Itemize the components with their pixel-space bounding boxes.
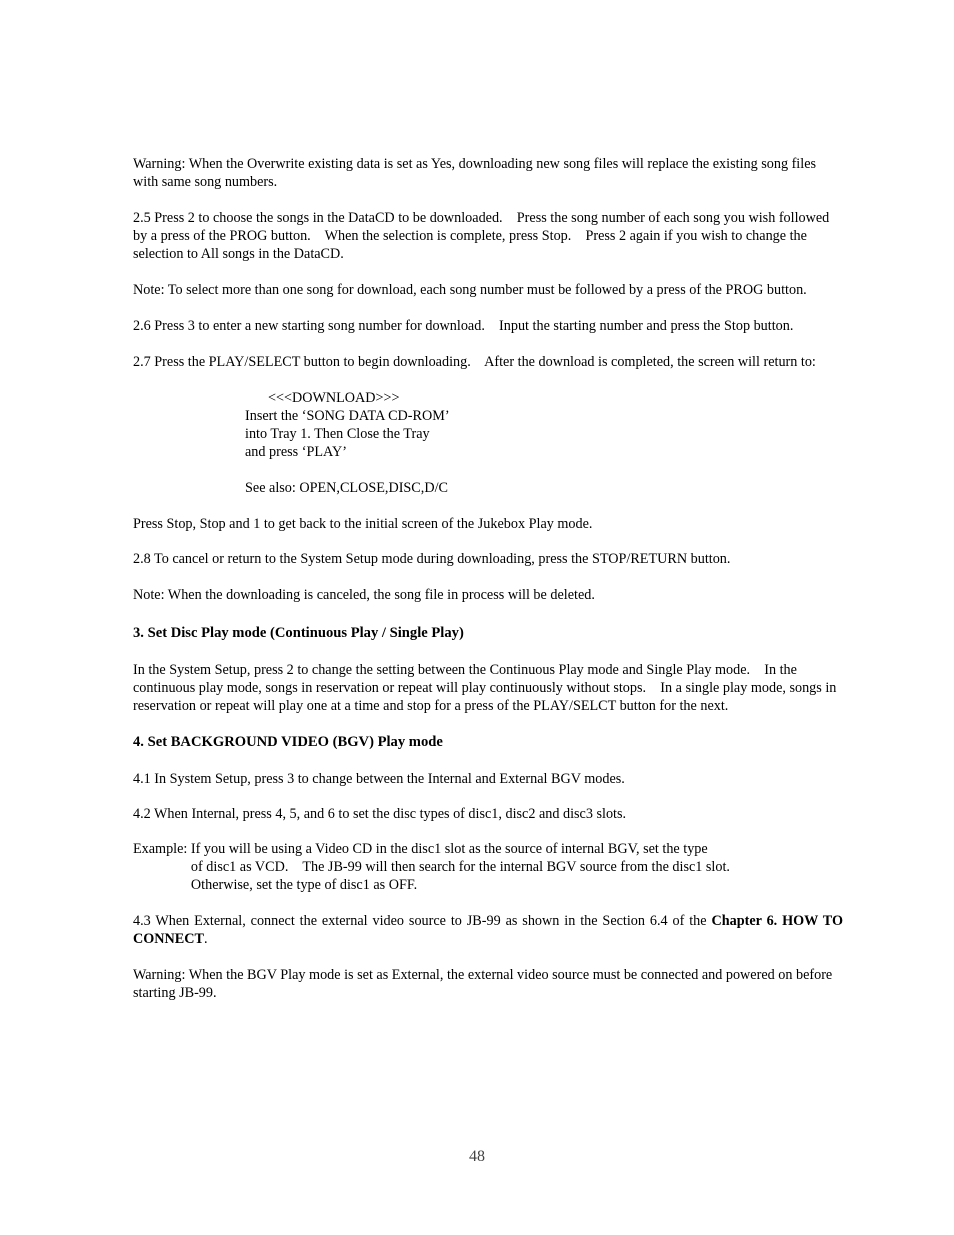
step-2-7: 2.7 Press the PLAY/SELECT button to begin downloading. After the download is completed, the screen will return to: [133,354,816,370]
screen-line-2: Insert the ‘SONG DATA CD-ROM’ [245,408,450,424]
example-body [191,840,730,894]
example-line-3: Otherwise, set the type of disc1 as OFF. [190,877,418,893]
screen-line-3: into Tray 1. Then Close the Tray [245,426,430,442]
note-select-multiple: Note: To select more than one song for download, each song number must be followed by a press of the PROG button. [133,282,807,298]
step-4-1: 4.1 In System Setup, press 3 to change between the Internal and External BGV modes. [133,771,625,787]
section-3-heading: 3. Set Disc Play mode (Continuous Play / Single Play) [133,625,464,641]
step-2-5: 2.5 Press 2 to choose the songs in the DataCD to be downloaded. Press the song number of each song you wish followed by a press of the PROG button. When the selection is complete, press Stop. Press 2 again if you wish to change the selection to All songs in the DataCD. [133,210,833,262]
warning-overwrite: Warning: When the Overwrite existing data is set as Yes, downloading new song files will replace the existing song files with same song numbers. [133,156,817,190]
step-4-3-text: 4.3 When External, connect the external video source to JB-99 as shown in the Section 6.4 of the [133,913,712,929]
document-page [133,155,843,1002]
example-line-1: If you will be using a Video CD in the disc1 slot as the source of internal BGV, set the type [190,841,708,857]
step-2-8: 2.8 To cancel or return to the System Setup mode during downloading, press the STOP/RETURN button. [133,551,731,567]
chapter-6-reference: Chapter 6. HOW TO CONNECT [133,913,844,947]
screen-line-4: and press ‘PLAY’ [245,444,347,460]
note-download-canceled: Note: When the downloading is canceled, the song file in process will be deleted. [133,587,595,603]
screen-line-title: <<<DOWNLOAD>>> [268,390,400,406]
step-4-3-end: . [203,931,208,947]
example-line-2: of disc1 as VCD. The JB-99 will then search for the internal BGV source from the disc1 slot. [190,859,730,875]
download-screen-text [245,389,843,497]
step-4-3 [133,912,843,948]
section-4-heading: 4. Set BACKGROUND VIDEO (BGV) Play mode [133,734,443,750]
example-label: Example: [133,841,191,857]
press-stop-instruction: Press Stop, Stop and 1 to get back to the initial screen of the Jukebox Play mode. [133,516,593,532]
step-2-6: 2.6 Press 3 to enter a new starting song number for download. Input the starting number and press the Stop button. [133,318,794,334]
example-block [133,840,843,894]
page-number: 48 [469,1148,485,1165]
step-4-2: 4.2 When Internal, press 4, 5, and 6 to set the disc types of disc1, disc2 and disc3 slots. [133,806,627,822]
warning-bgv-external: Warning: When the BGV Play mode is set as External, the external video source must be connected and powered on before starting JB-99. [133,967,833,1001]
section-3-body: In the System Setup, press 2 to change the setting between the Continuous Play mode and Single Play mode. In the continuous play mode, songs in reservation or repeat will play continuously without stops. In a single play mode, songs in reservation or repeat will play one at a time and stop for a press of the PLAY/SELCT button for the next. [133,662,840,714]
screen-see-also: See also: OPEN,CLOSE,DISC,D/C [245,480,448,496]
